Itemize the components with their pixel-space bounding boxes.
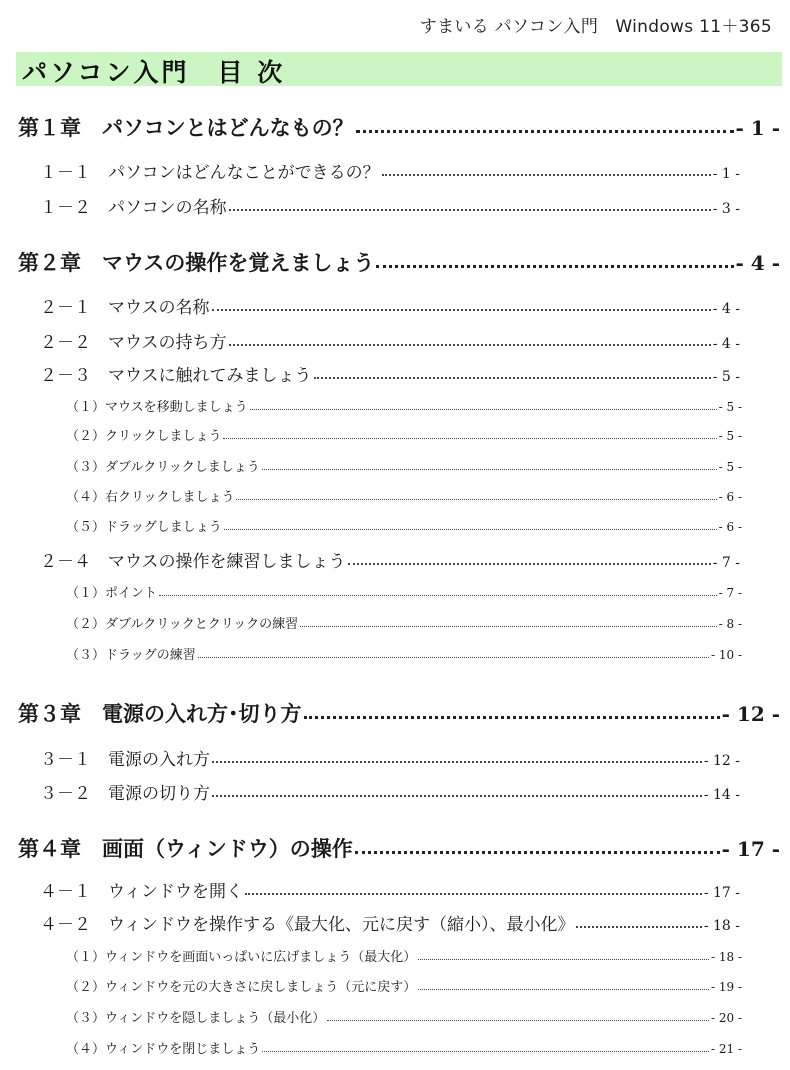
toc-entry-sub xyxy=(66,613,742,632)
dot-leader xyxy=(348,563,711,565)
toc-entry-label: ３－２ 電源の切り方 xyxy=(40,784,210,804)
toc-entry-page: - 8 - xyxy=(718,617,742,631)
toc-entry-sub xyxy=(66,425,742,444)
dot-leader xyxy=(355,851,720,854)
toc-entry-page: - 5 - xyxy=(712,369,740,385)
toc-entry-page: - 17 - xyxy=(703,885,740,901)
dot-leader xyxy=(376,265,733,268)
dot-leader xyxy=(262,469,717,470)
toc-entry-sub xyxy=(66,582,742,601)
toc-entry-label: １－２ パソコンの名称 xyxy=(40,198,227,218)
toc-entry-page: - 4 - xyxy=(712,336,740,352)
toc-entry-label: （３）ドラッグの練習 xyxy=(66,648,196,663)
toc-entry-label: （３）ダブルクリックしましょう xyxy=(66,460,260,475)
dot-leader xyxy=(300,626,716,627)
dot-leader xyxy=(576,926,701,928)
toc-entry-label: （２）ウィンドウを元の大きさに戻しましょう（元に戻す） xyxy=(66,980,417,995)
dot-leader xyxy=(327,1020,709,1021)
dot-leader xyxy=(236,499,716,500)
toc-entry-label: （４）右クリックしましょう xyxy=(66,490,235,505)
toc-entry-label: （１）ウィンドウを画面いっぱいに広げましょう（最大化） xyxy=(66,950,417,965)
dot-leader xyxy=(224,529,717,530)
toc-entry-page: - 5 - xyxy=(718,429,742,443)
dot-leader xyxy=(382,174,711,176)
toc-entry-label: ２－２ マウスの持ち方 xyxy=(40,333,227,353)
toc-entry-page: - 18 - xyxy=(703,918,740,934)
dot-leader xyxy=(304,716,720,719)
toc-entry-page: - 6 - xyxy=(718,490,742,504)
toc-entry-label: １－１ パソコンはどんなことができるの？ xyxy=(40,163,380,183)
toc-entry-chapter xyxy=(18,698,780,728)
dot-leader xyxy=(212,309,711,311)
toc-entry-page: - 18 - xyxy=(710,950,742,964)
dot-leader xyxy=(356,130,734,133)
toc-entry-section xyxy=(40,910,740,935)
dot-leader xyxy=(229,344,711,346)
dot-leader xyxy=(245,893,702,895)
toc-entry-page: - 20 - xyxy=(710,1011,742,1025)
toc-entry-label: （５）ドラッグしましょう xyxy=(66,520,222,535)
dot-leader xyxy=(262,1051,709,1052)
toc-entry-page: - 4 - xyxy=(735,251,780,275)
toc-entry-section xyxy=(40,193,740,218)
toc-entry-label: ２－４ マウスの操作を練習しましょう xyxy=(40,552,346,572)
toc-entry-sub xyxy=(66,1007,742,1026)
running-header: すまいる パソコン入門 Windows 11＋365 xyxy=(419,17,772,37)
toc-entry-page: - 3 - xyxy=(712,201,740,217)
dot-leader xyxy=(314,377,711,379)
toc-entry-page: - 10 - xyxy=(710,648,742,662)
page-title: パソコン入門 目 次 xyxy=(22,58,286,87)
toc-entry-page: - 5 - xyxy=(718,460,742,474)
dot-leader xyxy=(223,438,716,439)
toc-entry-section xyxy=(40,779,740,804)
toc-entry-page: - 1 - xyxy=(735,116,780,140)
toc-entry-label: ２－３ マウスに触れてみましょう xyxy=(40,366,312,386)
toc-entry-label: （２）ダブルクリックとクリックの練習 xyxy=(66,617,299,632)
toc-entry-section xyxy=(40,293,740,318)
toc-entry-label: ３－１ 電源の入れ方 xyxy=(40,750,210,770)
toc-entry-label: 第２章 マウスの操作を覚えましょう xyxy=(18,251,375,275)
dot-leader xyxy=(250,409,717,410)
toc-entry-page: - 6 - xyxy=(718,520,742,534)
toc-entry-section xyxy=(40,745,740,770)
toc-entry-page: - 19 - xyxy=(710,980,742,994)
toc-entry-page: - 4 - xyxy=(712,301,740,317)
toc-entry-sub xyxy=(66,516,742,535)
toc-entry-label: ２－１ マウスの名称 xyxy=(40,298,210,318)
toc-entry-sub xyxy=(66,1038,742,1057)
toc-entry-label: （４）ウィンドウを閉じましょう xyxy=(66,1042,261,1057)
toc-entry-page: - 5 - xyxy=(718,400,742,414)
dot-leader xyxy=(212,761,702,763)
toc-entry-page: - 1 - xyxy=(712,166,740,182)
toc-entry-sub xyxy=(66,976,742,995)
toc-entry-label: ４－１ ウィンドウを開く xyxy=(40,882,243,902)
dot-leader xyxy=(198,657,709,658)
toc-entry-section xyxy=(40,158,740,183)
toc-entry-page: - 14 - xyxy=(703,787,740,803)
toc-entry-chapter xyxy=(18,833,780,863)
toc-entry-sub xyxy=(66,396,742,415)
toc-entry-label: ４－２ ウィンドウを操作する《最大化、元に戻す（縮小）、最小化》 xyxy=(40,915,575,935)
toc-entry-page: - 21 - xyxy=(710,1042,742,1056)
dot-leader xyxy=(418,989,709,990)
dot-leader xyxy=(418,959,709,960)
toc-entry-chapter xyxy=(18,247,780,277)
dot-leader xyxy=(159,595,717,596)
toc-entry-section xyxy=(40,328,740,353)
toc-entry-sub xyxy=(66,946,742,965)
toc-entry-sub xyxy=(66,456,742,475)
toc-entry-label: 第４章 画面（ウィンドウ）の操作 xyxy=(18,837,353,861)
toc-entry-label: 第３章 電源の入れ方･切り方 xyxy=(18,702,302,726)
toc-entry-sub xyxy=(66,644,742,663)
toc-entry-section xyxy=(40,361,740,386)
toc-entry-section xyxy=(40,547,740,572)
toc-entry-sub xyxy=(66,486,742,505)
toc-entry-label: （１）マウスを移動しましょう xyxy=(66,400,248,415)
toc-entry-page: - 7 - xyxy=(718,586,742,600)
toc-entry-label: （２）クリックしましょう xyxy=(66,429,222,444)
toc-entry-section xyxy=(40,877,740,902)
dot-leader xyxy=(212,795,702,797)
toc-entry-page: - 7 - xyxy=(712,555,740,571)
toc-entry-page: - 17 - xyxy=(721,837,780,861)
toc-entry-label: （１）ポイント xyxy=(66,586,158,601)
toc-entry-page: - 12 - xyxy=(721,702,780,726)
toc-entry-label: 第１章 パソコンとはどんなもの？ xyxy=(18,116,354,140)
toc-entry-label: （３）ウィンドウを隠しましょう（最小化） xyxy=(66,1011,326,1026)
dot-leader xyxy=(229,209,711,211)
toc-entry-chapter xyxy=(18,112,780,142)
toc-entry-page: - 12 - xyxy=(703,753,740,769)
